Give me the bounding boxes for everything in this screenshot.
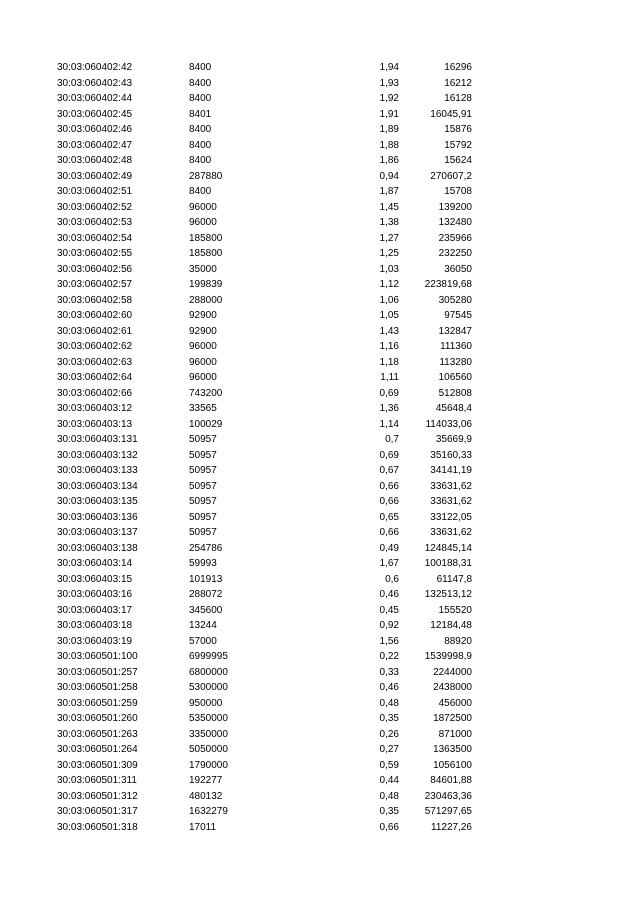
table-row <box>0 432 640 448</box>
value-cell: 1363500 <box>433 744 472 755</box>
coefficient-cell: 0,69 <box>379 449 399 461</box>
cadastral-number-cell: 30:03:060403:131 <box>57 434 138 445</box>
area-cell: 50957 <box>189 434 217 445</box>
value-cell: 155520 <box>438 604 472 616</box>
area-cell: 13244 <box>189 620 217 631</box>
value-cell: 35160,33 <box>430 449 472 461</box>
table-row <box>0 401 640 417</box>
value-cell: 871000 <box>438 728 472 740</box>
cadastral-number-cell: 30:03:060403:132 <box>57 449 138 461</box>
value-cell: 139200 <box>438 201 472 213</box>
table-row <box>0 153 640 169</box>
coefficient-cell: 1,89 <box>379 124 399 135</box>
coefficient-cell: 0,94 <box>379 170 399 182</box>
table-row <box>0 727 640 743</box>
table-row <box>0 355 640 371</box>
cadastral-number-cell: 30:03:060402:51 <box>57 186 133 197</box>
table-row <box>0 711 640 727</box>
coefficient-cell: 0,65 <box>379 511 399 523</box>
coefficient-cell: 0,27 <box>379 744 399 755</box>
value-cell: 16296 <box>444 62 472 73</box>
cadastral-number-cell: 30:03:060403:137 <box>57 527 138 538</box>
coefficient-cell: 1,11 <box>380 372 399 383</box>
table-row <box>0 386 640 402</box>
table-row <box>0 448 640 464</box>
area-cell: 192277 <box>189 775 223 786</box>
cadastral-number-cell: 30:03:060403:18 <box>57 620 133 631</box>
area-cell: 5300000 <box>189 682 228 693</box>
coefficient-cell: 1,05 <box>379 310 399 321</box>
value-cell: 36050 <box>444 263 472 275</box>
table-row <box>0 634 640 650</box>
cadastral-number-cell: 30:03:060501:309 <box>57 759 138 771</box>
cadastral-number-cell: 30:03:060402:52 <box>57 201 133 213</box>
cadastral-number-cell: 30:03:060403:16 <box>57 589 133 600</box>
cadastral-number-cell: 30:03:060402:55 <box>57 248 133 259</box>
cadastral-number-cell: 30:03:060501:259 <box>57 697 138 709</box>
table-row <box>0 541 640 557</box>
cadastral-number-cell: 30:03:060501:100 <box>57 651 138 662</box>
value-cell: 132513,12 <box>424 589 472 600</box>
cadastral-number-cell: 30:03:060403:133 <box>57 465 138 476</box>
cadastral-number-cell: 30:03:060501:263 <box>57 728 138 740</box>
value-cell: 33631,62 <box>430 527 472 538</box>
coefficient-cell: 1,67 <box>379 558 399 569</box>
table-row <box>0 525 640 541</box>
coefficient-cell: 0,33 <box>379 666 399 678</box>
table-row <box>0 758 640 774</box>
cadastral-number-cell: 30:03:060402:60 <box>57 310 133 321</box>
area-cell: 50957 <box>189 527 217 538</box>
value-cell: 2438000 <box>433 682 472 693</box>
value-cell: 100188,31 <box>424 558 472 569</box>
table-row <box>0 696 640 712</box>
area-cell: 287880 <box>189 170 223 182</box>
cadastral-number-cell: 30:03:060402:49 <box>57 170 133 182</box>
cadastral-number-cell: 30:03:060402:46 <box>57 124 133 135</box>
coefficient-cell: 0,49 <box>379 542 399 554</box>
table-row <box>0 184 640 200</box>
value-cell: 124845,14 <box>424 542 472 554</box>
area-cell: 50957 <box>189 465 217 476</box>
table-row <box>0 463 640 479</box>
coefficient-cell: 1,27 <box>379 232 399 244</box>
cadastral-number-cell: 30:03:060402:53 <box>57 217 133 228</box>
coefficient-cell: 0,66 <box>379 821 399 833</box>
coefficient-cell: 0,59 <box>379 759 399 771</box>
coefficient-cell: 0,46 <box>379 589 399 600</box>
area-cell: 50957 <box>189 496 217 507</box>
table-row <box>0 138 640 154</box>
coefficient-cell: 1,43 <box>379 325 399 337</box>
table-row <box>0 370 640 386</box>
value-cell: 305280 <box>438 294 472 306</box>
area-cell: 8400 <box>189 186 212 197</box>
value-cell: 512808 <box>438 387 472 399</box>
coefficient-cell: 0,35 <box>379 713 399 724</box>
table-row <box>0 293 640 309</box>
cadastral-number-cell: 30:03:060501:318 <box>57 821 138 833</box>
cadastral-number-cell: 30:03:060501:260 <box>57 713 138 724</box>
table-row <box>0 262 640 278</box>
coefficient-cell: 1,87 <box>379 186 399 197</box>
value-cell: 270607,2 <box>430 170 472 182</box>
table-row <box>0 804 640 820</box>
coefficient-cell: 1,45 <box>379 201 399 213</box>
cadastral-number-cell: 30:03:060501:258 <box>57 682 138 693</box>
coefficient-cell: 1,56 <box>379 635 399 647</box>
value-cell: 33122,05 <box>430 511 472 523</box>
table-row <box>0 494 640 510</box>
value-cell: 12184,48 <box>430 620 472 631</box>
coefficient-cell: 1,91 <box>379 108 399 120</box>
value-cell: 113280 <box>439 356 472 368</box>
area-cell: 3350000 <box>189 728 228 740</box>
table-row <box>0 231 640 247</box>
coefficient-cell: 1,92 <box>379 93 399 104</box>
value-cell: 2244000 <box>433 666 472 678</box>
value-cell: 11227,26 <box>431 821 472 833</box>
area-cell: 50957 <box>189 511 217 523</box>
cadastral-number-cell: 30:03:060403:15 <box>57 573 133 585</box>
area-cell: 8400 <box>189 77 212 89</box>
value-cell: 1056100 <box>433 759 472 771</box>
area-cell: 6800000 <box>189 666 228 678</box>
coefficient-cell: 1,06 <box>379 294 399 306</box>
table-row <box>0 324 640 340</box>
area-cell: 50957 <box>189 480 217 492</box>
table-row <box>0 572 640 588</box>
coefficient-cell: 1,03 <box>379 263 399 275</box>
cadastral-number-cell: 30:03:060403:12 <box>57 403 133 414</box>
area-cell: 6999995 <box>189 651 228 662</box>
area-cell: 8400 <box>189 155 212 166</box>
coefficient-cell: 0,48 <box>379 697 399 709</box>
value-cell: 15792 <box>444 139 472 151</box>
area-cell: 8400 <box>189 139 212 151</box>
coefficient-cell: 0,69 <box>379 387 399 399</box>
coefficient-cell: 1,93 <box>379 77 399 89</box>
cadastral-number-cell: 30:03:060402:45 <box>57 108 133 120</box>
value-cell: 1872500 <box>433 713 472 724</box>
table-row <box>0 91 640 107</box>
value-cell: 88920 <box>444 635 472 647</box>
value-cell: 16045,91 <box>430 108 472 120</box>
table-row <box>0 742 640 758</box>
area-cell: 57000 <box>189 635 217 647</box>
value-cell: 33631,62 <box>430 480 472 492</box>
value-cell: 15624 <box>444 155 472 166</box>
area-cell: 5350000 <box>189 713 228 724</box>
table-row <box>0 417 640 433</box>
table-row <box>0 618 640 634</box>
cadastral-number-cell: 30:03:060501:312 <box>57 790 138 802</box>
value-cell: 61147,8 <box>436 573 472 585</box>
table-row <box>0 308 640 324</box>
value-cell: 97545 <box>444 310 472 321</box>
value-cell: 15876 <box>444 124 472 135</box>
area-cell: 92900 <box>189 325 217 337</box>
value-cell: 456000 <box>438 697 472 709</box>
table-row <box>0 169 640 185</box>
table-row <box>0 603 640 619</box>
coefficient-cell: 0,44 <box>379 775 399 786</box>
area-cell: 92900 <box>189 310 217 321</box>
cadastral-number-cell: 30:03:060402:42 <box>57 62 133 73</box>
table-row <box>0 107 640 123</box>
area-cell: 254786 <box>189 542 223 554</box>
value-cell: 132480 <box>438 217 472 228</box>
coefficient-cell: 1,88 <box>379 139 399 151</box>
coefficient-cell: 0,66 <box>379 480 399 492</box>
area-cell: 1790000 <box>189 759 228 771</box>
coefficient-cell: 0,67 <box>379 465 399 476</box>
value-cell: 33631,62 <box>430 496 472 507</box>
area-cell: 35000 <box>189 263 217 275</box>
coefficient-cell: 0,46 <box>379 682 399 693</box>
cadastral-number-cell: 30:03:060402:66 <box>57 387 133 399</box>
cadastral-number-cell: 30:03:060402:57 <box>57 279 133 290</box>
table-row <box>0 277 640 293</box>
area-cell: 96000 <box>189 356 217 368</box>
area-cell: 288000 <box>189 294 223 306</box>
cadastral-number-cell: 30:03:060402:43 <box>57 77 133 89</box>
cadastral-number-cell: 30:03:060403:19 <box>57 635 133 647</box>
area-cell: 96000 <box>189 217 217 228</box>
area-cell: 185800 <box>189 248 223 259</box>
value-cell: 235966 <box>438 232 472 244</box>
area-cell: 8401 <box>189 108 212 120</box>
coefficient-cell: 0,7 <box>385 434 399 445</box>
cadastral-number-cell: 30:03:060402:54 <box>57 232 133 244</box>
area-cell: 100029 <box>189 418 223 430</box>
value-cell: 223819,68 <box>424 279 472 290</box>
area-cell: 96000 <box>189 201 217 213</box>
cadastral-number-cell: 30:03:060403:136 <box>57 511 138 523</box>
value-cell: 16128 <box>444 93 472 104</box>
cadastral-number-cell: 30:03:060402:48 <box>57 155 133 166</box>
table-row <box>0 122 640 138</box>
coefficient-cell: 1,12 <box>379 279 399 290</box>
value-cell: 15708 <box>444 186 472 197</box>
coefficient-cell: 0,66 <box>379 496 399 507</box>
area-cell: 96000 <box>189 372 217 383</box>
coefficient-cell: 0,66 <box>379 527 399 538</box>
table-row <box>0 587 640 603</box>
table-row <box>0 649 640 665</box>
area-cell: 17011 <box>189 821 217 833</box>
table-row <box>0 665 640 681</box>
coefficient-cell: 1,18 <box>379 356 399 368</box>
cadastral-number-cell: 30:03:060403:134 <box>57 480 138 492</box>
area-cell: 59993 <box>189 558 217 569</box>
cadastral-number-cell: 30:03:060402:61 <box>57 325 133 337</box>
value-cell: 35669,9 <box>435 434 472 445</box>
table-row <box>0 246 640 262</box>
table-row <box>0 200 640 216</box>
table-row <box>0 510 640 526</box>
value-cell: 106560 <box>438 372 472 383</box>
value-cell: 111360 <box>440 341 472 352</box>
area-cell: 33565 <box>189 403 217 414</box>
area-cell: 185800 <box>189 232 223 244</box>
area-cell: 480132 <box>189 790 223 802</box>
area-cell: 5050000 <box>189 744 228 755</box>
value-cell: 571297,65 <box>424 806 472 817</box>
spreadsheet-table <box>0 60 640 835</box>
cadastral-number-cell: 30:03:060402:62 <box>57 341 133 352</box>
cadastral-number-cell: 30:03:060501:257 <box>57 666 138 678</box>
table-row <box>0 820 640 836</box>
area-cell: 288072 <box>189 589 223 600</box>
table-row <box>0 556 640 572</box>
area-cell: 8400 <box>189 93 212 104</box>
coefficient-cell: 0,6 <box>385 573 399 585</box>
cadastral-number-cell: 30:03:060403:14 <box>57 558 133 569</box>
cadastral-number-cell: 30:03:060501:317 <box>57 806 138 817</box>
table-row <box>0 479 640 495</box>
coefficient-cell: 1,25 <box>379 248 399 259</box>
cadastral-number-cell: 30:03:060403:135 <box>57 496 138 507</box>
coefficient-cell: 0,35 <box>379 806 399 817</box>
value-cell: 230463,36 <box>424 790 472 802</box>
area-cell: 345600 <box>189 604 223 616</box>
coefficient-cell: 1,16 <box>379 341 399 352</box>
table-row <box>0 789 640 805</box>
coefficient-cell: 1,86 <box>379 155 399 166</box>
cadastral-number-cell: 30:03:060402:44 <box>57 93 133 104</box>
value-cell: 132847 <box>438 325 472 337</box>
cadastral-number-cell: 30:03:060403:138 <box>57 542 138 554</box>
cadastral-number-cell: 30:03:060402:64 <box>57 372 133 383</box>
area-cell: 101913 <box>189 573 223 585</box>
cadastral-number-cell: 30:03:060501:264 <box>57 744 138 755</box>
cadastral-number-cell: 30:03:060403:13 <box>57 418 133 430</box>
table-row <box>0 76 640 92</box>
area-cell: 8400 <box>189 124 212 135</box>
value-cell: 84601,88 <box>430 775 472 786</box>
coefficient-cell: 1,14 <box>379 418 399 430</box>
cadastral-number-cell: 30:03:060402:47 <box>57 139 133 151</box>
table-row <box>0 60 640 76</box>
coefficient-cell: 0,26 <box>379 728 399 740</box>
table-row <box>0 773 640 789</box>
coefficient-cell: 1,38 <box>379 217 399 228</box>
area-cell: 199839 <box>189 279 223 290</box>
cadastral-number-cell: 30:03:060402:63 <box>57 356 133 368</box>
area-cell: 50957 <box>189 449 217 461</box>
cadastral-number-cell: 30:03:060501:311 <box>57 775 137 786</box>
cadastral-number-cell: 30:03:060402:56 <box>57 263 133 275</box>
area-cell: 743200 <box>189 387 223 399</box>
coefficient-cell: 1,36 <box>379 403 399 414</box>
coefficient-cell: 0,45 <box>379 604 399 616</box>
coefficient-cell: 0,22 <box>379 651 399 662</box>
coefficient-cell: 1,94 <box>379 62 399 73</box>
cadastral-number-cell: 30:03:060402:58 <box>57 294 133 306</box>
area-cell: 8400 <box>189 62 212 73</box>
area-cell: 950000 <box>189 697 223 709</box>
coefficient-cell: 0,48 <box>379 790 399 802</box>
value-cell: 45648,4 <box>435 403 472 414</box>
value-cell: 34141,19 <box>430 465 472 476</box>
table-row <box>0 339 640 355</box>
area-cell: 96000 <box>189 341 217 352</box>
table-row <box>0 215 640 231</box>
cadastral-number-cell: 30:03:060403:17 <box>57 604 133 616</box>
table-row <box>0 680 640 696</box>
value-cell: 114033,06 <box>425 418 472 430</box>
value-cell: 16212 <box>444 77 472 89</box>
value-cell: 232250 <box>438 248 472 259</box>
value-cell: 1539998,9 <box>424 651 472 662</box>
area-cell: 1632279 <box>189 806 228 817</box>
coefficient-cell: 0,92 <box>379 620 399 631</box>
